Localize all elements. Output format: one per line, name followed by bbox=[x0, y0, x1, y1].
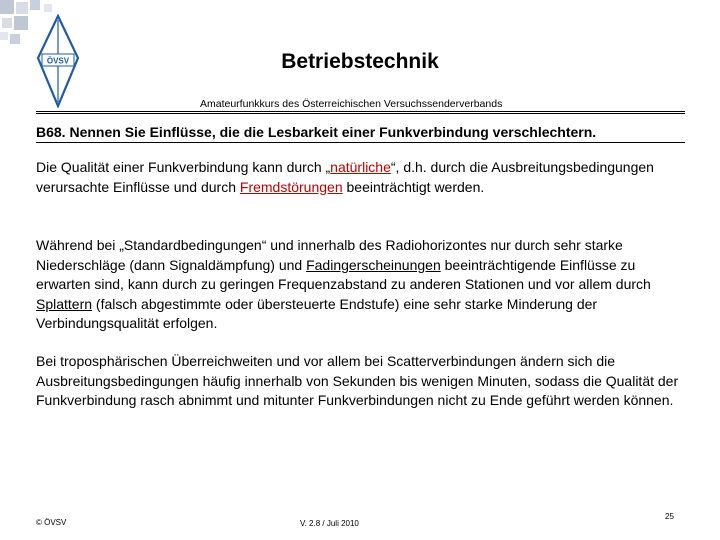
header-divider-top bbox=[36, 111, 685, 112]
term-fremdstoerungen: Fremdstörungen bbox=[239, 178, 343, 195]
paragraph-1 bbox=[36, 158, 686, 197]
term-splattern: Splattern bbox=[36, 295, 93, 312]
term-natuerliche: natürliche bbox=[330, 159, 391, 175]
p2-text-3: (falsch abgestimmte oder übersteuerte Endstufe) eine sehr starke Minderung der Verbindungsqualität erfolgen. bbox=[36, 295, 598, 331]
question-heading: B68. Nennen Sie Einflüsse, die die Lesbarkeit einer Funkverbindung verschlechtern. bbox=[36, 124, 597, 140]
p2-text-2: beeinträchtigende Einflüsse zu erwarten sind, kann durch zu geringen Frequenzabstand zu anderen Stationen und vor allem durch bbox=[36, 256, 651, 292]
p1-text-1: Die Qualität einer Funkverbindung kann durch „ bbox=[36, 159, 331, 175]
page-subtitle: Amateurfunkkurs des Österreichischen Versuchssenderverbands bbox=[200, 98, 503, 110]
footer-copyright: © ÖVSV bbox=[36, 518, 67, 527]
p1-text-3: beeinträchtigt werden. bbox=[342, 178, 485, 195]
paragraph-3: Bei troposphärischen Überreichweiten und vor allem bei Scatterverbindungen ändern sich die Ausbreitungsbedingungen häufig innerhalb von Sekunden bis wenigen Minuten, sodass die Qualität der Funkverbindung rasch abnimmt und mitunter Funkverbindungen nicht zu Ende geführt werden können. bbox=[36, 353, 679, 408]
question-divider bbox=[36, 142, 685, 143]
footer-version: V. 2.8 / Juli 2010 bbox=[300, 519, 359, 528]
p2-text-1: Während bei „Standardbedingungen“ und innerhalb des Radiohorizontes nur durch sehr starke Niederschläge (dann Signaldämpfung) und bbox=[36, 237, 623, 273]
header-divider-bottom bbox=[36, 113, 685, 114]
page-number: 25 bbox=[665, 512, 674, 521]
paragraph-2 bbox=[36, 236, 686, 334]
term-fadingerscheinungen: Fadingerscheinungen bbox=[306, 256, 441, 273]
p1-text-2: “, d.h. durch die Ausbreitungsbedingungen verursachte Einflüsse und durch bbox=[36, 159, 654, 195]
logo-text: ÖVSV bbox=[46, 56, 70, 66]
page-title: Betriebstechnik bbox=[281, 50, 439, 73]
